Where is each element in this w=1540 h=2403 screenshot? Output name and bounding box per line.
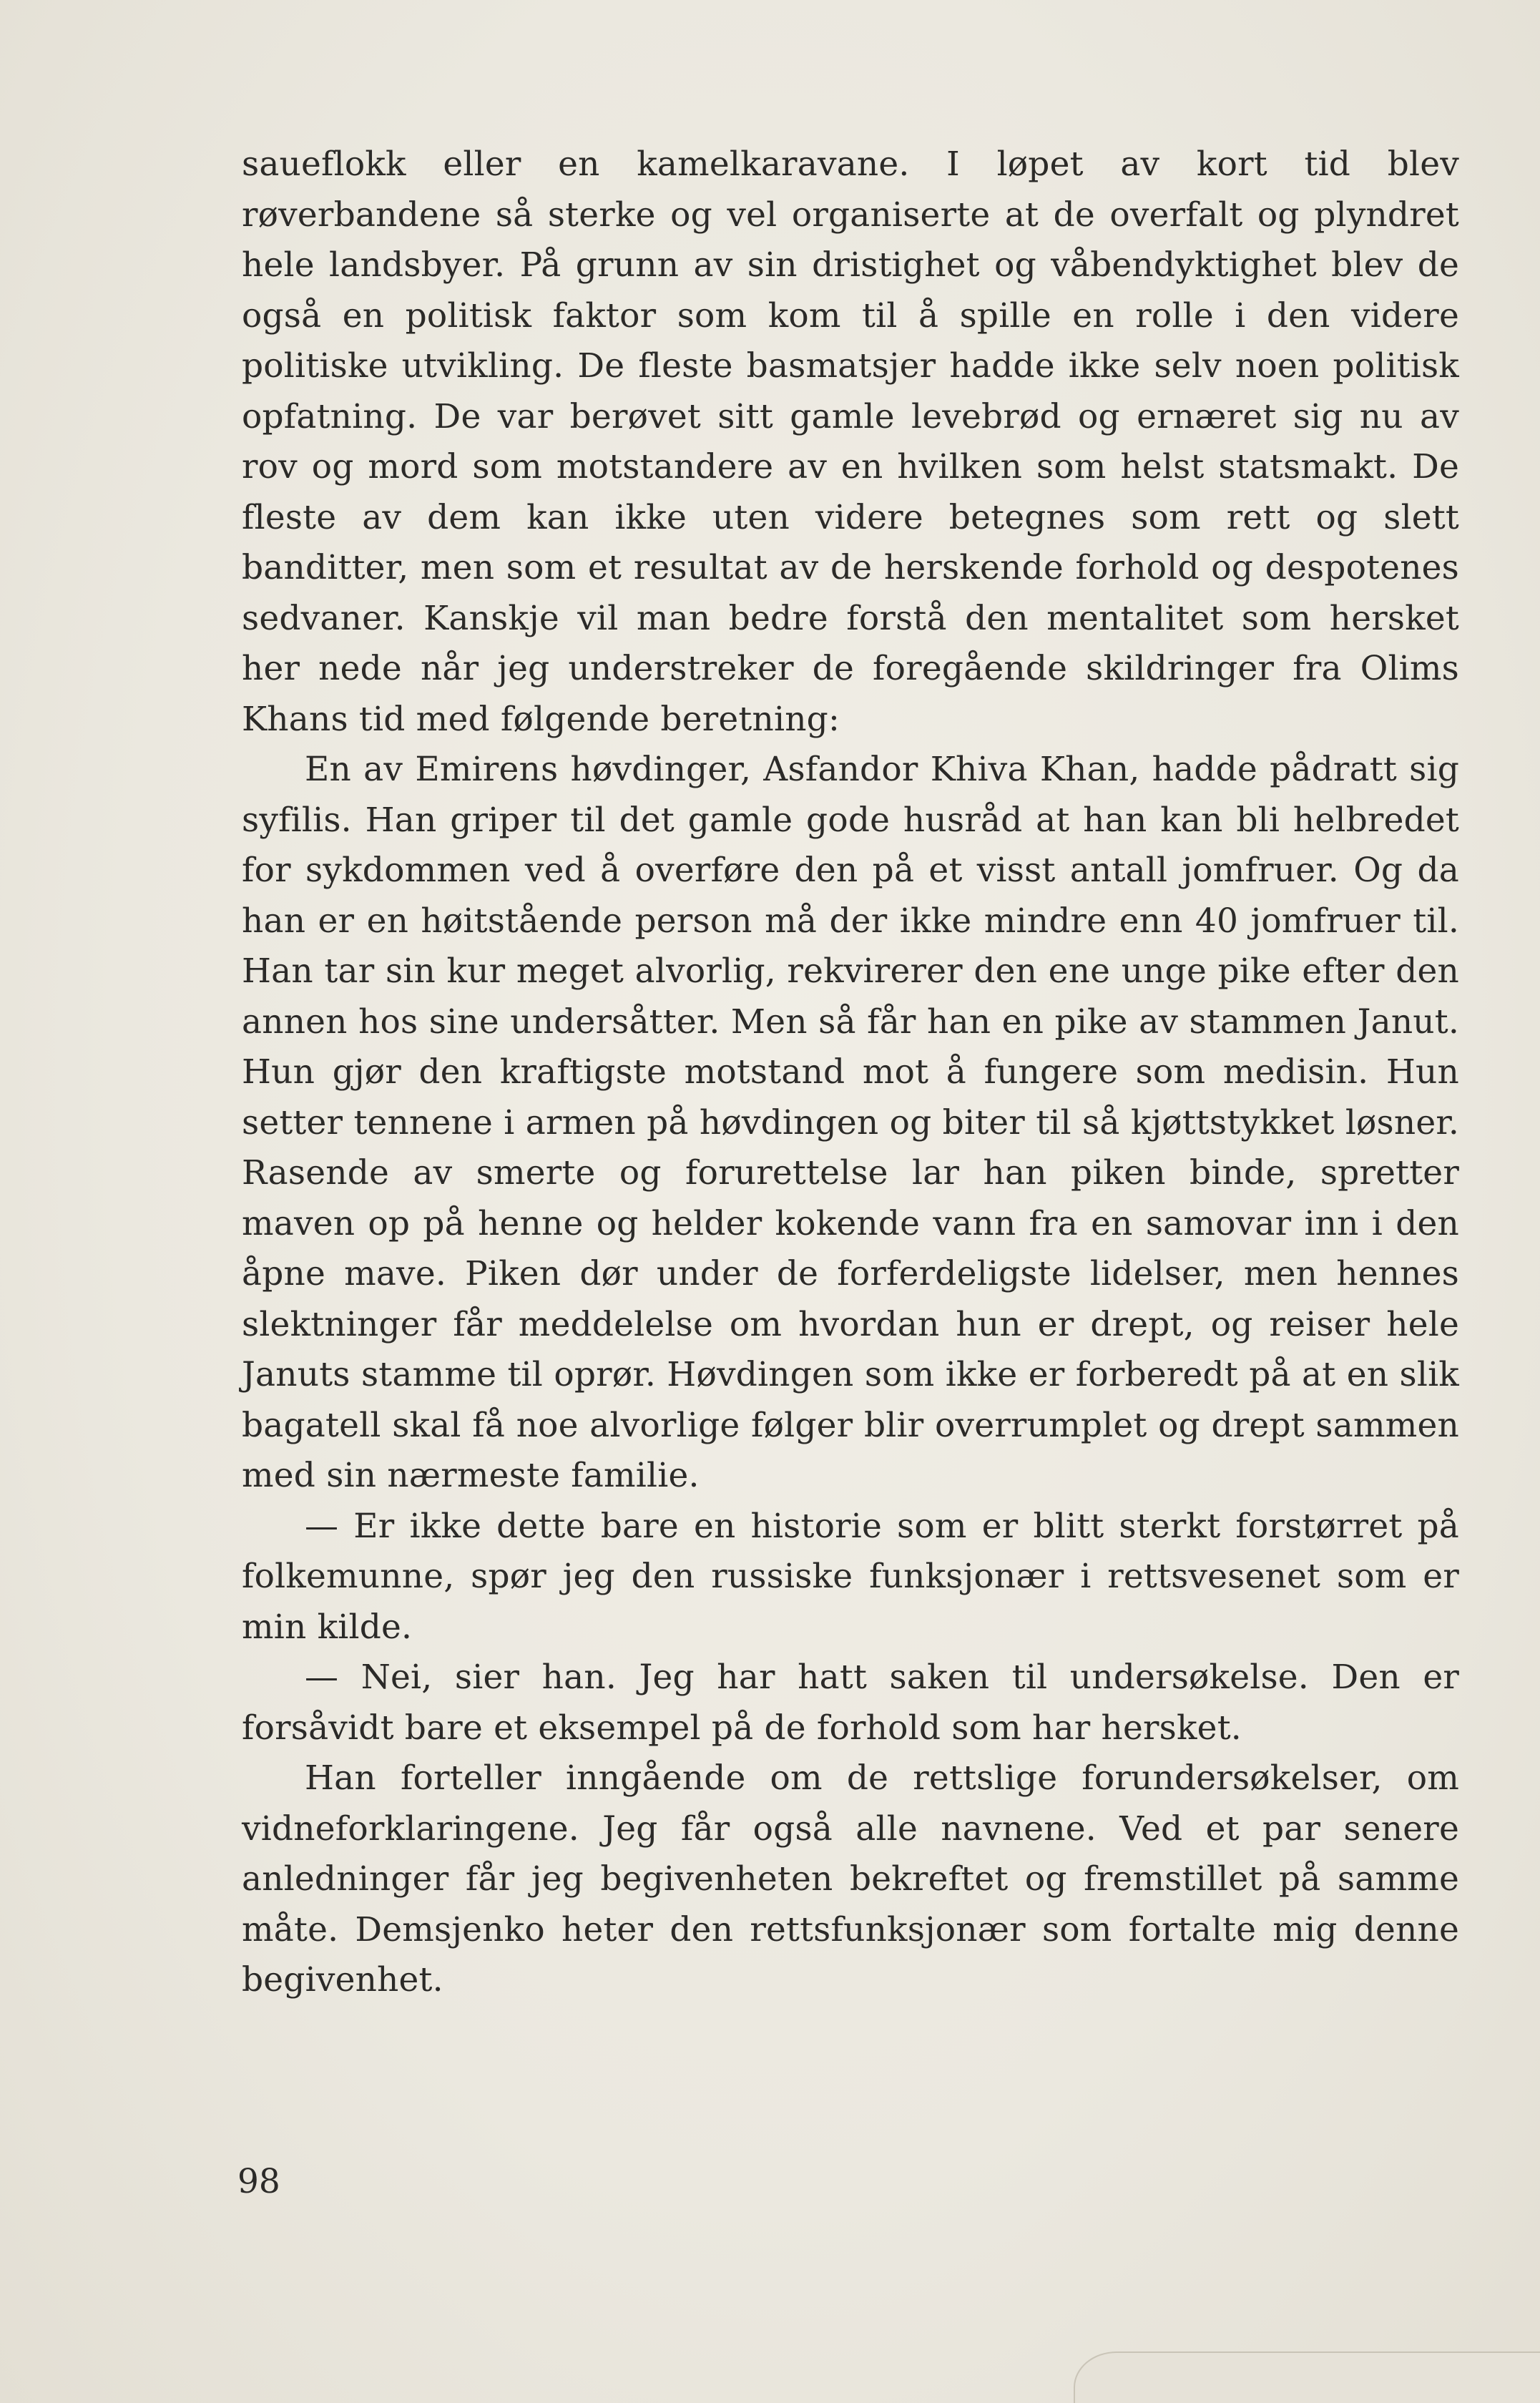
page-number: 98 bbox=[237, 2162, 280, 2201]
body-text bbox=[242, 140, 1459, 2006]
paragraph-2: En av Emirens høvdinger, Asfandor Khiva Khan, hadde pådratt sig syfilis. Han griper til det gamle gode husråd at han kan bli helbredet for sykdommen ved å overføre den på et visst antall jomfruer. Og da han er en høitstående person må der ikke mindre enn 40 jomfruer til. Han tar sin kur meget alvorlig, rekvirerer den ene unge pike efter den annen hos sine undersåtter. Men så får han en pike av stammen Janut. Hun gjør den kraftigste motstand mot å fungere som medisin. Hun setter tennene i armen på høvdingen og biter til så kjøttstykket løsner. Rasende av smerte og forurettelse lar han piken binde, spretter maven op på henne og helder kokende vann fra en samovar inn i den åpne mave. Piken dør under de forferdeligste lidelser, men hennes slektninger får meddelelse om hvordan hun er drept, og reiser hele Januts stamme til oprør. Høvdingen som ikke er forberedt på at en slik bagatell skal få noe alvorlige følger blir overrumplet og drept sammen med sin nærmeste familie. bbox=[242, 750, 1459, 1495]
paragraph-1: saueflokk eller en kamelkaravane. I løpet av kort tid blev røverbandene så sterke og vel organiserte at de overfalt og plyndret hele landsbyer. På grunn av sin dristighet og våbendyktighet blev de også en politisk faktor som kom til å spille en rolle i den videre politiske utvikling. De fleste basmatsjer hadde ikke selv noen politisk opfatning. De var berøvet sitt gamle levebrød og ernæret sig nu av rov og mord som motstandere av en hvilken som helst statsmakt. De fleste av dem kan ikke uten videre betegnes som rett og slett banditter, men som et resultat av de herskende forhold og despotenes sedvaner. Kanskje vil man bedre forstå den mentalitet som hersket her nede når jeg understreker de foregående skildringer fra Olims Khans tid med følgende beretning: bbox=[242, 145, 1459, 739]
paragraph-4: — Nei, sier han. Jeg har hatt saken til undersøkelse. Den er forsåvidt bare et eksempel på de forhold som har hersket. bbox=[242, 1658, 1459, 1748]
paragraph-3: — Er ikke dette bare en historie som er blitt sterkt forstørret på folkemunne, spør jeg den russiske funksjonær i rettsvesenet som er min kilde. bbox=[242, 1506, 1459, 1647]
page-edge-shadow bbox=[1074, 2351, 1540, 2403]
paragraph-5: Han forteller inngående om de rettslige forundersøkelser, om vidneforklaringene. Jeg får også alle navnene. Ved et par senere anledninger får jeg begivenheten bekreftet og fremstillet på samme måte. Demsjenko heter den rettsfunksjonær som fortalte mig denne begivenhet. bbox=[242, 1758, 1459, 2000]
